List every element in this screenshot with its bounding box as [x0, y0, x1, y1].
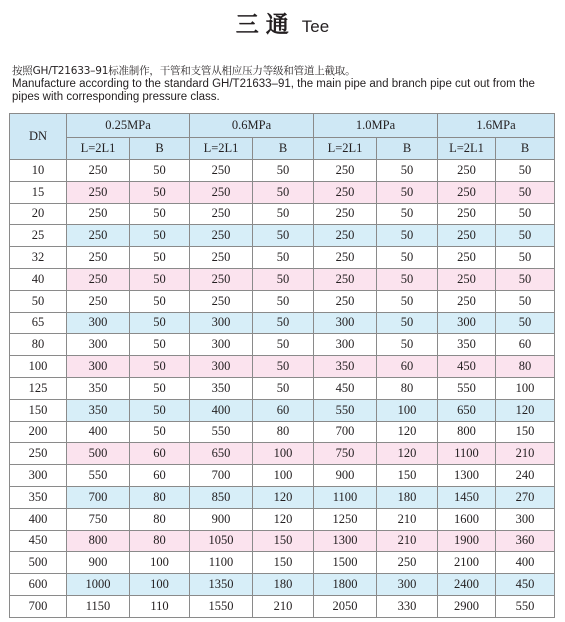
table-cell: 300 — [190, 312, 253, 334]
dn-cell: 700 — [10, 595, 67, 617]
dn-cell: 400 — [10, 508, 67, 530]
table-cell: 250 — [67, 225, 130, 247]
table-cell: 180 — [253, 574, 314, 596]
table-cell: 2100 — [438, 552, 496, 574]
table-cell: 300 — [67, 312, 130, 334]
table-row — [10, 268, 555, 290]
table-cell: 60 — [377, 356, 438, 378]
table-cell: 120 — [253, 486, 314, 508]
table-cell: 1550 — [190, 595, 253, 617]
dn-cell: 150 — [10, 399, 67, 421]
table-row — [10, 399, 555, 421]
table-cell: 1900 — [438, 530, 496, 552]
table-cell: 50 — [496, 181, 555, 203]
table-cell: 50 — [496, 160, 555, 182]
table-cell: 250 — [190, 268, 253, 290]
table-cell: 250 — [190, 181, 253, 203]
table-cell: 250 — [438, 181, 496, 203]
title-chinese: 三通 — [235, 12, 296, 38]
table-cell: 1250 — [314, 508, 377, 530]
page-title — [0, 6, 565, 39]
table-cell: 80 — [130, 508, 190, 530]
description — [12, 65, 557, 104]
table-cell: 250 — [67, 181, 130, 203]
table-cell: 50 — [496, 225, 555, 247]
pressure-header-1.0: 1.0MPa — [314, 114, 438, 138]
table-cell: 550 — [438, 377, 496, 399]
table-cell: 400 — [190, 399, 253, 421]
table-cell: 50 — [496, 203, 555, 225]
table-cell: 250 — [67, 203, 130, 225]
table-cell: 1300 — [438, 465, 496, 487]
table-cell: 250 — [190, 160, 253, 182]
dn-cell: 350 — [10, 486, 67, 508]
dn-cell: 32 — [10, 247, 67, 269]
table-cell: 300 — [190, 334, 253, 356]
table-cell: 450 — [438, 356, 496, 378]
table-row — [10, 181, 555, 203]
table-cell: 1500 — [314, 552, 377, 574]
table-cell: 250 — [314, 160, 377, 182]
table-cell: 50 — [496, 312, 555, 334]
table-cell: 50 — [377, 312, 438, 334]
table-cell: 50 — [496, 290, 555, 312]
table-cell: 550 — [314, 399, 377, 421]
dn-cell: 25 — [10, 225, 67, 247]
dn-cell: 40 — [10, 268, 67, 290]
table-cell: 80 — [253, 421, 314, 443]
table-cell: 1100 — [190, 552, 253, 574]
table-cell: 300 — [438, 312, 496, 334]
sub-header-length: L=2L1 — [190, 138, 253, 160]
table-cell: 300 — [67, 356, 130, 378]
dn-cell: 100 — [10, 356, 67, 378]
table-cell: 150 — [253, 530, 314, 552]
table-row — [10, 377, 555, 399]
table-cell: 50 — [377, 203, 438, 225]
table-cell: 250 — [190, 247, 253, 269]
table-cell: 50 — [253, 181, 314, 203]
dn-cell: 125 — [10, 377, 67, 399]
table-cell: 50 — [130, 268, 190, 290]
table-cell: 50 — [130, 290, 190, 312]
table-cell: 180 — [377, 486, 438, 508]
table-row — [10, 443, 555, 465]
table-cell: 650 — [438, 399, 496, 421]
description-chinese: 按照GH/T21633–91标准制作，干管和支管从相应压力等级和管道上截取。 — [12, 65, 356, 77]
table-cell: 60 — [130, 443, 190, 465]
table-cell: 50 — [377, 290, 438, 312]
sub-header-b: B — [130, 138, 190, 160]
table-row — [10, 334, 555, 356]
table-cell: 100 — [253, 465, 314, 487]
table-cell: 250 — [67, 247, 130, 269]
table-cell: 270 — [496, 486, 555, 508]
table-cell: 250 — [314, 181, 377, 203]
table-cell: 900 — [314, 465, 377, 487]
table-cell: 100 — [130, 574, 190, 596]
table-cell: 650 — [190, 443, 253, 465]
table-cell: 210 — [496, 443, 555, 465]
dn-cell: 500 — [10, 552, 67, 574]
table-cell: 50 — [253, 334, 314, 356]
table-cell: 900 — [190, 508, 253, 530]
sub-header-b: B — [377, 138, 438, 160]
table-cell: 50 — [130, 181, 190, 203]
table-row — [10, 160, 555, 182]
dn-cell: 50 — [10, 290, 67, 312]
table-cell: 2400 — [438, 574, 496, 596]
table-cell: 50 — [253, 225, 314, 247]
table-cell: 700 — [190, 465, 253, 487]
table-cell: 50 — [496, 247, 555, 269]
table-cell: 300 — [496, 508, 555, 530]
table-cell: 250 — [67, 268, 130, 290]
table-row — [10, 225, 555, 247]
table-cell: 1050 — [190, 530, 253, 552]
table-cell: 80 — [377, 377, 438, 399]
table-cell: 1450 — [438, 486, 496, 508]
table-cell: 50 — [377, 225, 438, 247]
table-cell: 120 — [253, 508, 314, 530]
table-cell: 250 — [438, 203, 496, 225]
table-cell: 750 — [314, 443, 377, 465]
table-cell: 850 — [190, 486, 253, 508]
table-cell: 50 — [253, 203, 314, 225]
table-cell: 350 — [67, 399, 130, 421]
table-cell: 50 — [377, 181, 438, 203]
table-cell: 50 — [253, 247, 314, 269]
table-cell: 350 — [438, 334, 496, 356]
table-cell: 400 — [496, 552, 555, 574]
table-cell: 2900 — [438, 595, 496, 617]
table-cell: 1600 — [438, 508, 496, 530]
table-cell: 150 — [496, 421, 555, 443]
table-row — [10, 312, 555, 334]
dn-cell: 15 — [10, 181, 67, 203]
table-cell: 210 — [377, 530, 438, 552]
table-cell: 50 — [130, 356, 190, 378]
table-row — [10, 421, 555, 443]
table-cell: 250 — [314, 290, 377, 312]
table-body — [10, 160, 555, 618]
table-cell: 80 — [496, 356, 555, 378]
table-cell: 100 — [377, 399, 438, 421]
table-cell: 50 — [496, 268, 555, 290]
table-cell: 60 — [496, 334, 555, 356]
table-cell: 330 — [377, 595, 438, 617]
table-cell: 250 — [190, 290, 253, 312]
table-row — [10, 508, 555, 530]
table-cell: 300 — [377, 574, 438, 596]
table-cell: 50 — [130, 399, 190, 421]
sub-header-length: L=2L1 — [67, 138, 130, 160]
table-cell: 120 — [377, 443, 438, 465]
table-row — [10, 552, 555, 574]
table-cell: 50 — [253, 356, 314, 378]
sub-header-b: B — [496, 138, 555, 160]
table-cell: 300 — [314, 334, 377, 356]
table-cell: 250 — [190, 225, 253, 247]
tee-dimension-table — [9, 113, 555, 618]
table-cell: 550 — [496, 595, 555, 617]
table-cell: 250 — [314, 247, 377, 269]
table-cell: 250 — [190, 203, 253, 225]
table-cell: 1300 — [314, 530, 377, 552]
dn-cell: 10 — [10, 160, 67, 182]
table-cell: 250 — [314, 203, 377, 225]
table-cell: 50 — [377, 334, 438, 356]
table-cell: 1800 — [314, 574, 377, 596]
table-cell: 550 — [67, 465, 130, 487]
sub-header-length: L=2L1 — [438, 138, 496, 160]
dn-header: DN — [10, 114, 67, 160]
table-cell: 50 — [377, 160, 438, 182]
table-cell: 50 — [130, 334, 190, 356]
table-row — [10, 486, 555, 508]
table-cell: 360 — [496, 530, 555, 552]
title-english: Tee — [301, 17, 330, 36]
table-cell: 50 — [130, 421, 190, 443]
dn-cell: 200 — [10, 421, 67, 443]
table-cell: 350 — [314, 356, 377, 378]
table-cell: 300 — [190, 356, 253, 378]
sub-header-b: B — [253, 138, 314, 160]
table-cell: 450 — [496, 574, 555, 596]
table-cell: 350 — [67, 377, 130, 399]
table-cell: 800 — [438, 421, 496, 443]
table-cell: 300 — [67, 334, 130, 356]
table-cell: 50 — [253, 268, 314, 290]
table-cell: 700 — [67, 486, 130, 508]
table-cell: 50 — [130, 225, 190, 247]
table-cell: 100 — [130, 552, 190, 574]
table-row — [10, 595, 555, 617]
table-cell: 120 — [377, 421, 438, 443]
table-cell: 50 — [130, 312, 190, 334]
table-cell: 1350 — [190, 574, 253, 596]
table-cell: 400 — [67, 421, 130, 443]
table-cell: 250 — [377, 552, 438, 574]
table-row — [10, 290, 555, 312]
table-cell: 80 — [130, 486, 190, 508]
table-cell: 250 — [438, 225, 496, 247]
table-cell: 500 — [67, 443, 130, 465]
table-cell: 50 — [377, 268, 438, 290]
table-cell: 900 — [67, 552, 130, 574]
table-cell: 300 — [314, 312, 377, 334]
table-cell: 50 — [130, 377, 190, 399]
table-cell: 1150 — [67, 595, 130, 617]
table-cell: 800 — [67, 530, 130, 552]
table-cell: 350 — [190, 377, 253, 399]
dn-cell: 250 — [10, 443, 67, 465]
table-cell: 50 — [130, 160, 190, 182]
table-cell: 250 — [438, 247, 496, 269]
table-cell: 150 — [253, 552, 314, 574]
table-cell: 450 — [314, 377, 377, 399]
table-cell: 250 — [438, 160, 496, 182]
table-cell: 1100 — [314, 486, 377, 508]
table-cell: 700 — [314, 421, 377, 443]
table-cell: 60 — [130, 465, 190, 487]
table-cell: 750 — [67, 508, 130, 530]
table-cell: 50 — [130, 203, 190, 225]
dn-cell: 80 — [10, 334, 67, 356]
table-cell: 1100 — [438, 443, 496, 465]
table-cell: 1000 — [67, 574, 130, 596]
pressure-header-0.6: 0.6MPa — [190, 114, 314, 138]
table-cell: 150 — [377, 465, 438, 487]
table-row — [10, 247, 555, 269]
table-cell: 250 — [67, 160, 130, 182]
dn-cell: 450 — [10, 530, 67, 552]
table-row — [10, 574, 555, 596]
table-cell: 60 — [253, 399, 314, 421]
table-cell: 120 — [496, 399, 555, 421]
table-row — [10, 203, 555, 225]
dn-cell: 600 — [10, 574, 67, 596]
table-cell: 2050 — [314, 595, 377, 617]
dn-cell: 300 — [10, 465, 67, 487]
table-cell: 250 — [314, 225, 377, 247]
table-cell: 250 — [314, 268, 377, 290]
sub-header-length: L=2L1 — [314, 138, 377, 160]
table-cell: 100 — [496, 377, 555, 399]
table-cell: 210 — [253, 595, 314, 617]
description-english: Manufacture according to the standard GH/T21633–91, the main pipe and branch pipe cut out from the pipes with corresponding pressure class. — [12, 78, 535, 103]
table-cell: 50 — [377, 247, 438, 269]
pressure-header-0.25: 0.25MPa — [67, 114, 190, 138]
table-cell: 50 — [253, 312, 314, 334]
pressure-header-1.6: 1.6MPa — [438, 114, 555, 138]
table-cell: 50 — [130, 247, 190, 269]
dn-cell: 65 — [10, 312, 67, 334]
table-cell: 50 — [253, 160, 314, 182]
table-cell: 80 — [130, 530, 190, 552]
table-cell: 100 — [253, 443, 314, 465]
table-row — [10, 530, 555, 552]
dn-cell: 20 — [10, 203, 67, 225]
table-cell: 240 — [496, 465, 555, 487]
table-cell: 250 — [438, 268, 496, 290]
table-cell: 50 — [253, 290, 314, 312]
table-row — [10, 356, 555, 378]
table-cell: 250 — [438, 290, 496, 312]
table-cell: 250 — [67, 290, 130, 312]
table-cell: 210 — [377, 508, 438, 530]
table-cell: 550 — [190, 421, 253, 443]
table-row — [10, 465, 555, 487]
table-cell: 110 — [130, 595, 190, 617]
table-cell: 50 — [253, 377, 314, 399]
